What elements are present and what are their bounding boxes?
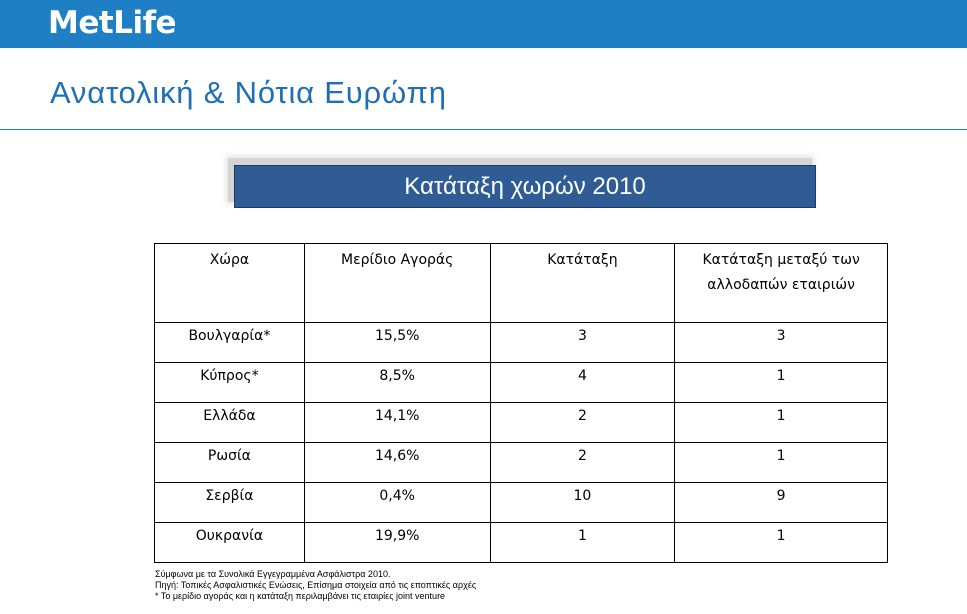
- table-row: [155, 523, 888, 563]
- title-divider: [0, 129, 967, 130]
- table-row: [155, 483, 888, 523]
- footnote-line: Πηγή: Τοπικές Ασφαλιστικές Ενώσεις, Επίσημα στοιχεία από τις εποπτικές αρχές: [155, 580, 477, 590]
- cell-country: Βουλγαρία*: [155, 323, 305, 363]
- cell-rank-foreign: 1: [675, 443, 888, 483]
- table-row: [155, 403, 888, 443]
- cell-rank-foreign: 1: [675, 363, 888, 403]
- cell-rank: 2: [490, 403, 675, 443]
- page-title: Ανατολική & Νότια Ευρώπη: [50, 75, 447, 110]
- metlife-logo: MetLife: [48, 5, 177, 41]
- cell-market-share: 19,9%: [304, 523, 490, 563]
- cell-market-share: 14,1%: [304, 403, 490, 443]
- cell-rank: 4: [490, 363, 675, 403]
- cell-rank: 10: [490, 483, 675, 523]
- cell-country: Ελλάδα: [155, 403, 305, 443]
- table-header-row: [155, 244, 888, 323]
- cell-country: Ρωσία: [155, 443, 305, 483]
- cell-rank-foreign: 1: [675, 523, 888, 563]
- header-country: Χώρα: [155, 244, 305, 323]
- cell-rank: 1: [490, 523, 675, 563]
- table-row: [155, 443, 888, 483]
- cell-rank: 3: [490, 323, 675, 363]
- footnote-line: * Το μερίδιο αγοράς και η κατάταξη περιλαμβάνει τις εταιρίες joint venture: [155, 591, 446, 601]
- header-market-share: Μερίδιο Αγοράς: [304, 244, 490, 323]
- footnotes: [155, 569, 476, 602]
- cell-market-share: 14,6%: [304, 443, 490, 483]
- cell-rank-foreign: 3: [675, 323, 888, 363]
- footnote-line: Σύμφωνα με τα Συνολικά Εγγεγραμμένα Ασφάλιστρα 2010.: [155, 569, 391, 579]
- header-rank: Κατάταξη: [490, 244, 675, 323]
- cell-country: Κύπρος*: [155, 363, 305, 403]
- cell-market-share: 0,4%: [304, 483, 490, 523]
- cell-country: Ουκρανία: [155, 523, 305, 563]
- cell-rank-foreign: 1: [675, 403, 888, 443]
- table-title-banner: Κατάταξη χωρών 2010: [234, 165, 816, 208]
- header-bar: [0, 0, 967, 48]
- table-row: [155, 363, 888, 403]
- cell-market-share: 15,5%: [304, 323, 490, 363]
- cell-rank-foreign: 9: [675, 483, 888, 523]
- table-row: [155, 323, 888, 363]
- header-rank-foreign: Κατάταξη μεταξύ των αλλοδαπών εταιριών: [675, 244, 888, 323]
- cell-rank: 2: [490, 443, 675, 483]
- country-ranking-table: [154, 243, 888, 563]
- cell-country: Σερβία: [155, 483, 305, 523]
- cell-market-share: 8,5%: [304, 363, 490, 403]
